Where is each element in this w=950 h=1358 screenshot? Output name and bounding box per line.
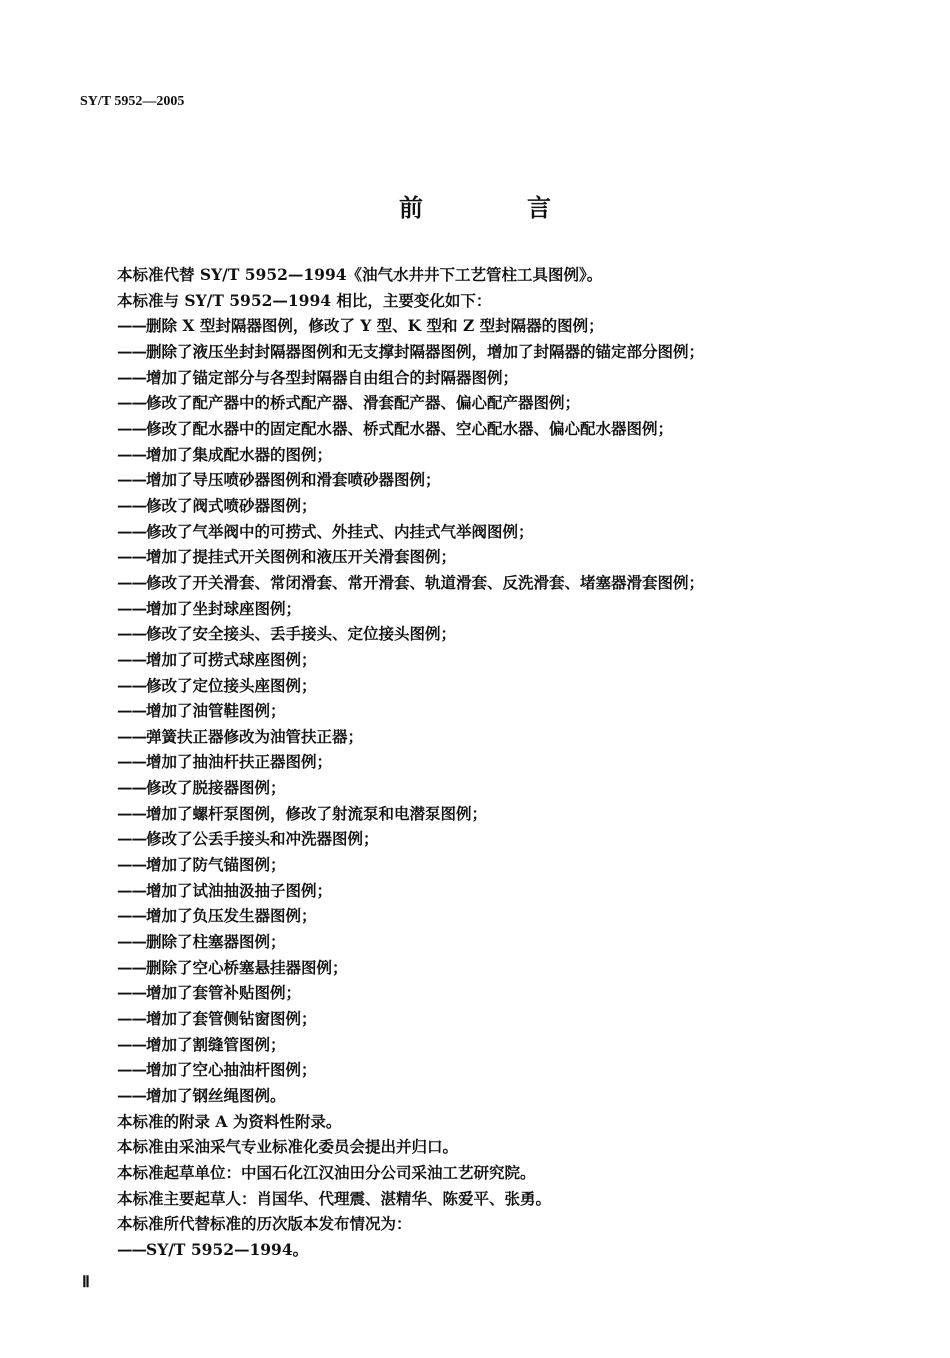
list-item-text: 修改了安全接头、丢手接头、定位接头图例； bbox=[146, 624, 457, 644]
list-item-text: 增加了油管鞋图例； bbox=[146, 701, 286, 721]
list-item bbox=[117, 673, 817, 699]
dash-marker: —— bbox=[117, 572, 146, 592]
dash-marker: —— bbox=[117, 1034, 146, 1054]
list-item-text: 增加了坐封球座图例； bbox=[146, 598, 302, 618]
dash-marker: —— bbox=[117, 316, 146, 336]
list-item bbox=[117, 878, 817, 904]
list-item-text: 增加了套管侧钻窗图例； bbox=[146, 1009, 317, 1029]
list-item bbox=[117, 390, 817, 416]
list-item bbox=[117, 647, 817, 673]
dash-marker: —— bbox=[117, 803, 146, 823]
paragraph: 本标准的附录 A 为资料性附录。 bbox=[117, 1111, 342, 1131]
list-item-text: 删除了液压坐封封隔器图例和无支撑封隔器图例，增加了封隔器的锚定部分图例； bbox=[146, 341, 705, 361]
list-item-text: 修改了阀式喷砂器图例； bbox=[146, 495, 317, 515]
dash-marker: —— bbox=[117, 1086, 146, 1105]
dash-marker: —— bbox=[117, 855, 146, 875]
closing-paragraphs bbox=[117, 1109, 817, 1237]
dash-marker: —— bbox=[117, 701, 146, 721]
list-item-text: 增加了螺杆泵图例，修改了射流泵和电潜泵图例； bbox=[146, 803, 488, 823]
list-item-text: 增加了割缝管图例； bbox=[146, 1034, 286, 1054]
list-item bbox=[117, 1006, 817, 1032]
list-item-text: 增加了集成配水器的图例； bbox=[146, 444, 333, 464]
list-item bbox=[117, 955, 817, 981]
dash-marker: —— bbox=[117, 880, 146, 900]
paragraph: 本标准所代替标准的历次版本发布情况为： bbox=[117, 1214, 412, 1234]
dash-marker: —— bbox=[117, 1009, 146, 1029]
list-item-text: 增加了防气锚图例； bbox=[146, 855, 286, 875]
paragraph: 本标准主要起草人：肖国华、代理震、湛精华、陈爱平、张勇。 bbox=[117, 1188, 552, 1208]
dash-marker: —— bbox=[117, 1060, 146, 1080]
list-item bbox=[117, 698, 817, 724]
list-item bbox=[117, 929, 817, 955]
list-item bbox=[117, 1032, 817, 1058]
list-item-text: 删除了柱塞器图例； bbox=[146, 932, 286, 952]
list-item bbox=[117, 1083, 817, 1109]
list-item bbox=[117, 544, 817, 570]
list-item bbox=[117, 442, 817, 468]
list-item bbox=[117, 339, 817, 365]
list-item-text: 修改了配水器中的固定配水器、桥式配水器、空心配水器、偏心配水器图例； bbox=[146, 418, 674, 438]
list-item bbox=[117, 493, 817, 519]
dash-marker: —— bbox=[117, 393, 146, 413]
list-item bbox=[117, 801, 817, 827]
list-item bbox=[117, 519, 817, 545]
dash-marker: —— bbox=[117, 1239, 146, 1259]
dash-marker: —— bbox=[117, 675, 146, 695]
list-item-text: 弹簧扶正器修改为油管扶正器； bbox=[146, 726, 364, 746]
list-item bbox=[117, 852, 817, 878]
list-item-text: 修改了配产器中的桥式配产器、滑套配产器、偏心配产器图例； bbox=[146, 393, 581, 413]
list-item-text: 增加了抽油杆扶正器图例； bbox=[146, 752, 333, 772]
page-title: 前 言 bbox=[399, 193, 591, 222]
list-item bbox=[117, 1237, 817, 1263]
list-item bbox=[117, 775, 817, 801]
list-item-text: 增加了套管补贴图例； bbox=[146, 983, 302, 1003]
dash-marker: —— bbox=[117, 521, 146, 541]
changes-list bbox=[117, 313, 817, 1108]
dash-marker: —— bbox=[117, 341, 146, 361]
list-item-text: 删除 X 型封隔器图例，修改了 Y 型、K 型和 Z 型封隔器的图例； bbox=[146, 316, 604, 336]
dash-marker: —— bbox=[117, 444, 146, 464]
list-item bbox=[117, 365, 817, 391]
dash-marker: —— bbox=[117, 495, 146, 515]
dash-marker: —— bbox=[117, 932, 146, 952]
dash-marker: —— bbox=[117, 957, 146, 977]
standard-code-header: SY/T 5952—2005 bbox=[80, 94, 185, 109]
dash-marker: —— bbox=[117, 726, 146, 746]
list-item-text: 增加了导压喷砂器图例和滑套喷砂器图例； bbox=[146, 470, 441, 490]
list-item bbox=[117, 313, 817, 339]
list-item-text: 修改了脱接器图例； bbox=[146, 778, 286, 798]
list-item-text: SY/T 5952—1994。 bbox=[146, 1239, 309, 1259]
list-item-text: 增加了可捞式球座图例； bbox=[146, 649, 317, 669]
list-item-text: 修改了气举阀中的可捞式、外挂式、内挂式气举阀图例； bbox=[146, 521, 534, 541]
list-item-text: 增加了提挂式开关图例和液压开关滑套图例； bbox=[146, 547, 457, 567]
list-item bbox=[117, 1057, 817, 1083]
page-number: Ⅱ bbox=[82, 1274, 90, 1291]
dash-marker: —— bbox=[117, 778, 146, 798]
dash-marker: —— bbox=[117, 598, 146, 618]
dash-marker: —— bbox=[117, 418, 146, 438]
list-item bbox=[117, 596, 817, 622]
intro-line: 本标准与 SY/T 5952—1994 相比，主要变化如下： bbox=[117, 290, 492, 310]
dash-marker: —— bbox=[117, 649, 146, 669]
list-item-text: 增加了负压发生器图例； bbox=[146, 906, 317, 926]
list-item-text: 增加了试油抽汲抽子图例； bbox=[146, 880, 333, 900]
dash-marker: —— bbox=[117, 624, 146, 644]
list-item bbox=[117, 467, 817, 493]
list-item-text: 删除了空心桥塞悬挂器图例； bbox=[146, 957, 348, 977]
list-item-text: 修改了定位接头座图例； bbox=[146, 675, 317, 695]
dash-marker: —— bbox=[117, 983, 146, 1003]
list-item bbox=[117, 570, 817, 596]
dash-marker: —— bbox=[117, 906, 146, 926]
dash-marker: —— bbox=[117, 829, 146, 849]
dash-marker: —— bbox=[117, 547, 146, 567]
dash-marker: —— bbox=[117, 752, 146, 772]
list-item-text: 增加了锚定部分与各型封隔器自由组合的封隔器图例； bbox=[146, 367, 519, 387]
dash-marker: —— bbox=[117, 367, 146, 387]
list-item-text: 增加了空心抽油杆图例； bbox=[146, 1060, 317, 1080]
paragraph: 本标准起草单位：中国石化江汉油田分公司采油工艺研究院。 bbox=[117, 1162, 536, 1182]
list-item bbox=[117, 749, 817, 775]
list-item bbox=[117, 980, 817, 1006]
paragraph: 本标准由采油采气专业标准化委员会提出并归口。 bbox=[117, 1137, 459, 1157]
list-item bbox=[117, 826, 817, 852]
list-item-text: 修改了开关滑套、常闭滑套、常开滑套、轨道滑套、反洗滑套、堵塞器滑套图例； bbox=[146, 572, 705, 592]
list-item bbox=[117, 621, 817, 647]
list-item bbox=[117, 903, 817, 929]
history-list bbox=[117, 1237, 817, 1263]
list-item bbox=[117, 724, 817, 750]
list-item bbox=[117, 416, 817, 442]
dash-marker: —— bbox=[117, 470, 146, 490]
intro-line: 本标准代替 SY/T 5952—1994《油气水井井下工艺管柱工具图例》。 bbox=[117, 265, 603, 284]
foreword-body bbox=[117, 262, 817, 1263]
list-item-text: 修改了公丢手接头和冲洗器图例； bbox=[146, 829, 379, 849]
list-item-text: 增加了钢丝绳图例。 bbox=[146, 1086, 286, 1105]
